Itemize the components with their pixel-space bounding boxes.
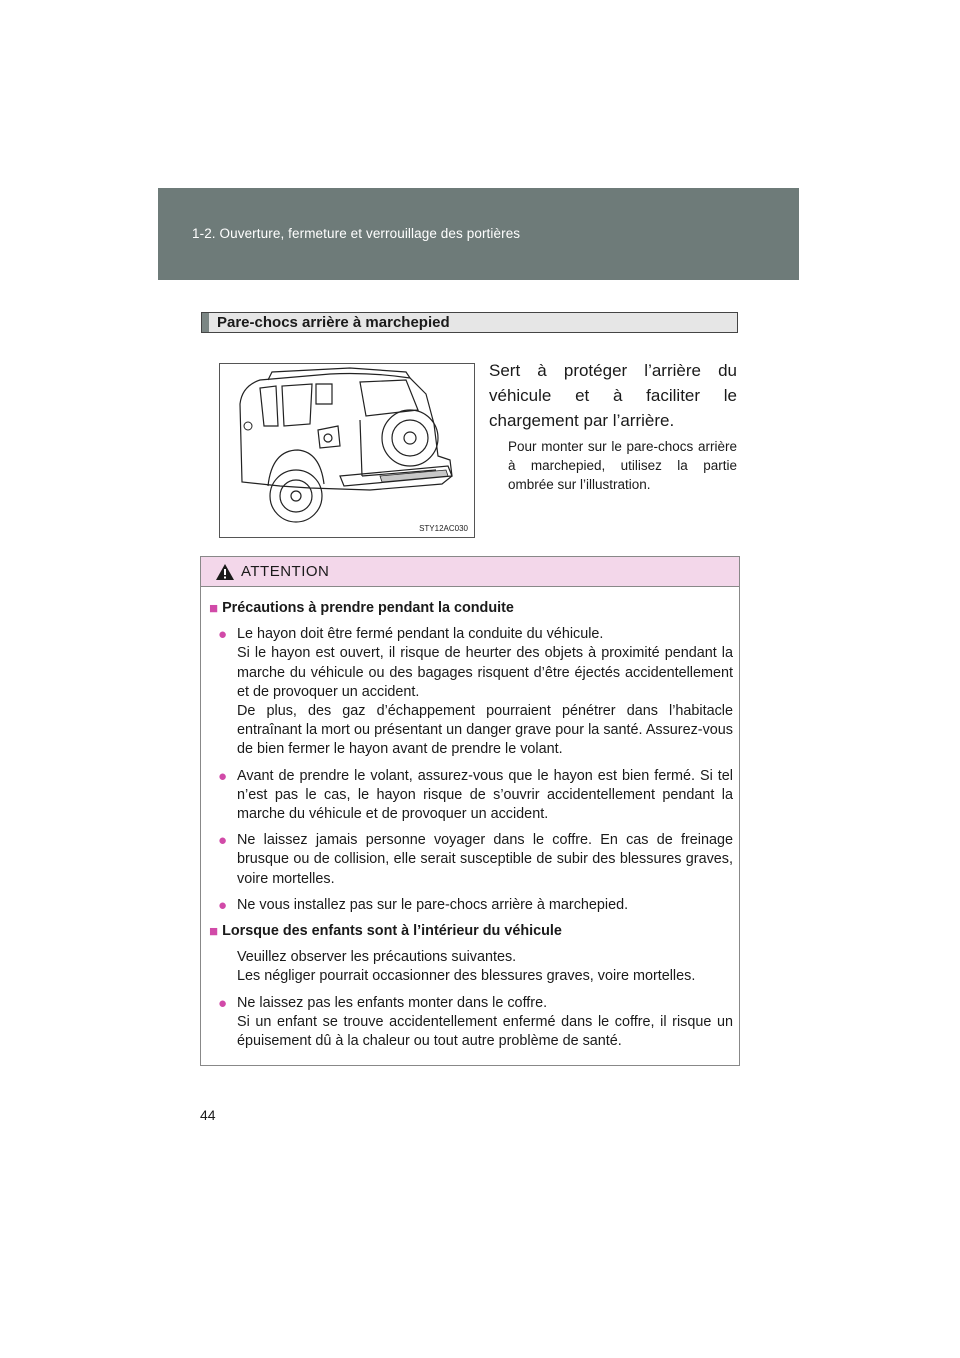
page-number: 44 xyxy=(200,1107,216,1123)
warning-title: ATTENTION xyxy=(241,563,330,580)
round-bullet-icon: ● xyxy=(218,994,228,1012)
warning-intro-line: Les négliger pourrait occasionner des blessures graves, voire mortelles. xyxy=(237,968,696,985)
list-item xyxy=(218,767,733,825)
round-bullet-icon: ● xyxy=(218,767,228,785)
section-title: Pare-chocs arrière à marchepied xyxy=(217,314,450,331)
list-item xyxy=(218,896,733,915)
list-item xyxy=(218,625,733,759)
warning-header xyxy=(201,557,739,587)
warning-subheading xyxy=(209,922,733,941)
round-bullet-icon: ● xyxy=(218,832,228,850)
list-item-text: De plus, des gaz d’échappement pourraient pénétrer dans l’habitacle entraînant la mort ou présentant un danger grave pour la santé. Assurez-vous de bien fermer le hayon avant de prendre le volant. xyxy=(237,703,733,758)
warning-body xyxy=(201,587,739,1051)
section-title-bar xyxy=(201,312,738,333)
subheading-text: Lorsque des enfants sont à l’intérieur du véhicule xyxy=(222,923,562,940)
vehicle-rear-illustration xyxy=(219,363,475,538)
warning-box xyxy=(200,556,740,1066)
warning-intro xyxy=(237,948,733,986)
square-bullet-icon: ■ xyxy=(209,923,219,941)
round-bullet-icon: ● xyxy=(218,626,228,644)
list-item-text: Si le hayon est ouvert, il risque de heurter des objets à proximité pendant la marche du véhicule ou des bagages risquent d’être éjectés accidentellement et de provoquer un accident. xyxy=(237,645,733,700)
rear-bumper-drawing xyxy=(220,364,474,537)
warning-triangle-icon xyxy=(215,563,235,581)
list-item xyxy=(218,994,733,1052)
list-item-text: Ne laissez pas les enfants monter dans le coffre. xyxy=(237,994,548,1011)
subheading-text: Précautions à prendre pendant la conduite xyxy=(222,600,514,616)
round-bullet-icon: ● xyxy=(218,896,228,914)
figure-code: STY12AC030 xyxy=(419,524,468,533)
list-item-text: Ne vous installez pas sur le pare-chocs arrière à marchepied. xyxy=(237,896,629,913)
square-bullet-icon: ■ xyxy=(209,600,219,617)
section-title-accent xyxy=(202,313,209,332)
list-item-text: Si un enfant se trouve accidentellement enfermé dans le coffre, il risque un épuisement dû à la chaleur ou tout autre problème de santé. xyxy=(237,1013,733,1050)
list-item-text: Avant de prendre le volant, assurez-vous que le hayon est bien fermé. Si tel n’est pas le cas, le hayon risque de s’ouvrir accidentellement pendant la marche du véhicule et de provoquer un accident. xyxy=(237,767,733,823)
intro-note: Pour monter sur le pare-chocs arrière à marchepied, utilisez la partie ombrée sur l’illustration. xyxy=(508,439,737,492)
list-item xyxy=(218,831,733,889)
intro-text: Sert à protéger l’arrière du véhicule et à faciliter le chargement par l’arrière. xyxy=(489,361,737,430)
list-item-text: Le hayon doit être fermé pendant la conduite du véhicule. xyxy=(237,626,604,643)
warning-subheading xyxy=(209,599,733,618)
chapter-header-band xyxy=(158,188,799,280)
chapter-title: 1-2. Ouverture, fermeture et verrouillage des portières xyxy=(192,226,521,241)
list-item-text: Ne laissez jamais personne voyager dans le coffre. En cas de freinage brusque ou de collision, elle serait susceptible de subir des blessures graves, voire mortelles. xyxy=(237,832,733,887)
warning-intro-line: Veuillez observer les précautions suivantes. xyxy=(237,949,517,966)
